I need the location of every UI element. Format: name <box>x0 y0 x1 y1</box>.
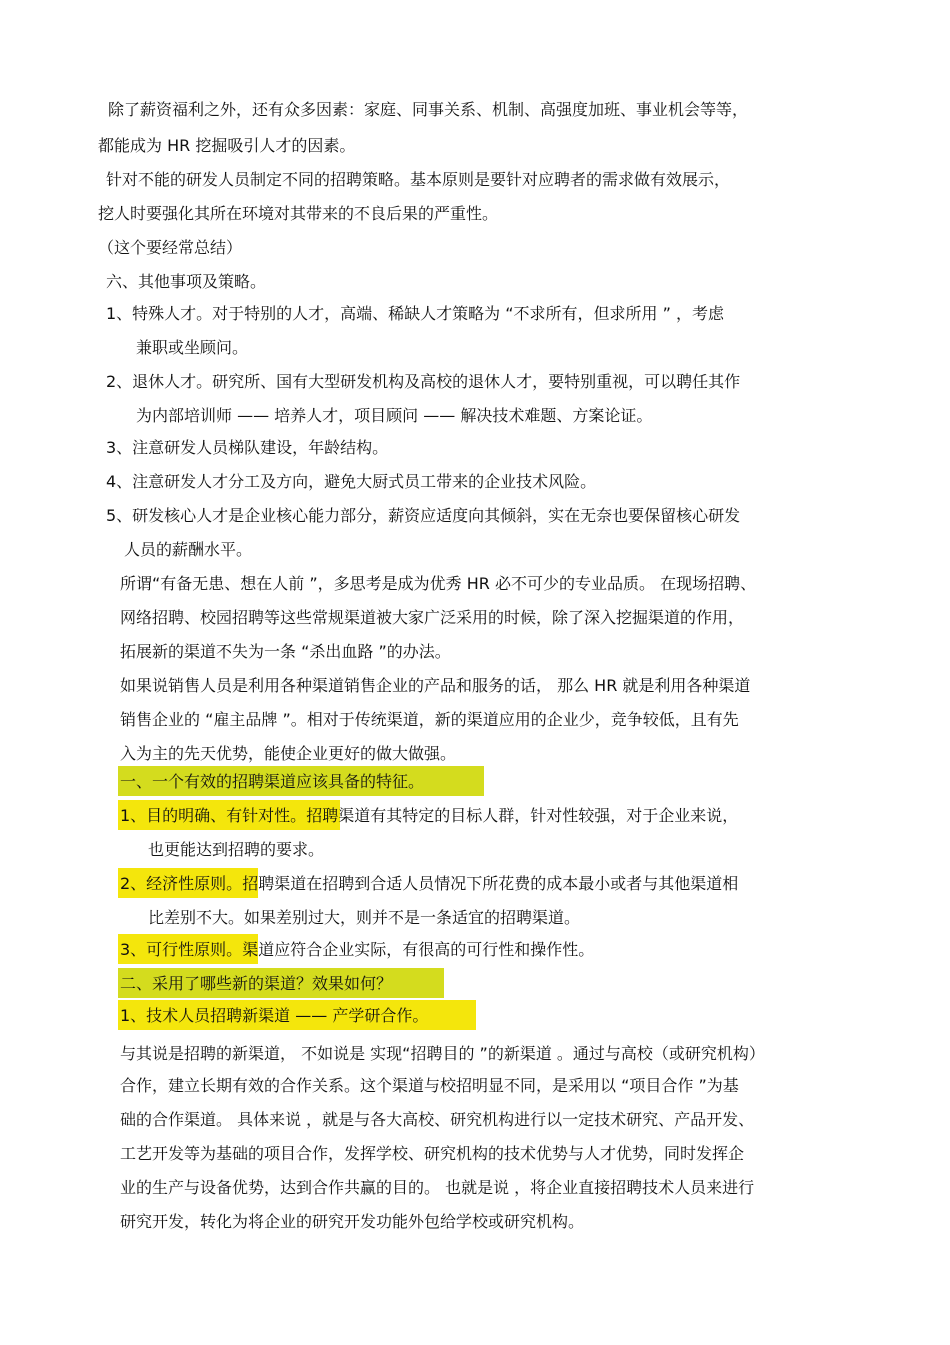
paragraph-line: 都能成为 HR 挖掘吸引人才的因素。 <box>98 136 356 155</box>
feature-line <box>120 872 738 896</box>
feature-text: 招聘渠道有其特定的目标人群，针对性较强，对于企业来说， <box>306 806 739 825</box>
feature-line <box>120 804 738 828</box>
paragraph-line: 研究开发，转化为将企业的研究开发功能外包给学校或研究机构。 <box>120 1212 585 1231</box>
feature-title: 2、经济性原则。 <box>120 874 243 893</box>
paragraph-line: 所谓“有备无患、想在人前 ”，多思考是成为优秀 HR 必不可少的专业品质。 在现场招聘、 <box>120 574 757 593</box>
list-item: 4、注意研发人才分工及方向，避免大厨式员工带来的企业技术风险。 <box>106 472 597 491</box>
paragraph-line: 挖人时要强化其所在环境对其带来的不良后果的严重性。 <box>98 204 499 223</box>
feature-text: 招聘渠道在招聘到合适人员情况下所花费的成本最小或者与其他渠道相 <box>242 874 739 893</box>
paragraph-line: 如果说销售人员是利用各种渠道销售企业的产品和服务的话， 那么 HR 就是利用各种渠道 <box>120 676 751 695</box>
paragraph-line: 与其说是招聘的新渠道， 不如说是 实现“招聘目的 ”的新渠道 。通过与高校（或研究机构） <box>120 1044 765 1063</box>
list-item: 3、注意研发人员梯队建设，年龄结构。 <box>106 438 389 457</box>
paragraph-line: 入为主的先天优势，能使企业更好的做大做强。 <box>120 744 457 763</box>
feature-title: 3、可行性原则。 <box>120 940 243 959</box>
section-heading: 六、其他事项及策略。 <box>106 272 267 291</box>
list-item-continuation: 兼职或坐顾问。 <box>136 338 249 357</box>
paragraph-line: 础的合作渠道。 具体来说 ，就是与各大高校、研究机构进行以一定技术研究、产品开发、 <box>120 1110 755 1129</box>
list-item-continuation: 人员的薪酬水平。 <box>124 540 253 559</box>
highlighted-heading: 一、一个有效的招聘渠道应该具备的特征。 <box>120 772 425 791</box>
feature-text: 渠道应符合企业实际，有很高的可行性和操作性。 <box>242 940 595 959</box>
paragraph-line: 合作，建立长期有效的合作关系。这个渠道与校招明显不同，是采用以 “项目合作 ”为基 <box>120 1076 739 1095</box>
paragraph-line: 除了薪资福利之外，还有众多因素：家庭、同事关系、机制、高强度加班、事业机会等等， <box>108 100 749 119</box>
list-item-continuation: 为内部培训师 —— 培养人才，项目顾问 —— 解决技术难题、方案论证。 <box>136 406 653 425</box>
feature-title: 1、目的明确、有针对性。 <box>120 806 307 825</box>
paragraph-line: 网络招聘、校园招聘等这些常规渠道被大家广泛采用的时候，除了深入挖掘渠道的作用， <box>120 608 745 627</box>
list-item: 1、特殊人才。对于特别的人才，高端、稀缺人才策略为 “不求所有，但求所用 ” ，考虑 <box>106 304 725 323</box>
feature-line <box>120 938 594 962</box>
paragraph-line: 拓展新的渠道不失为一条 “杀出血路 ”的办法。 <box>120 642 451 661</box>
paragraph-line: 业的生产与设备优势，达到合作共赢的目的。 也就是说 ，将企业直接招聘技术人员来进行 <box>120 1178 755 1197</box>
list-item: 2、退休人才。研究所、国有大型研发机构及高校的退休人才，要特别重视，可以聘任其作 <box>106 372 741 391</box>
paragraph-line: 销售企业的 “雇主品牌 ”。相对于传统渠道，新的渠道应用的企业少，竞争较低，且有先 <box>120 710 739 729</box>
highlighted-heading: 二、采用了哪些新的渠道？效果如何？ <box>120 974 393 993</box>
feature-continuation: 比差别不大。如果差别过大，则并不是一条适宜的招聘渠道。 <box>148 908 581 927</box>
feature-continuation: 也更能达到招聘的要求。 <box>148 840 325 859</box>
paragraph-line: 工艺开发等为基础的项目合作，发挥学校、研究机构的技术优势与人才优势，同时发挥企 <box>120 1144 745 1163</box>
paragraph-line: （这个要经常总结） <box>98 238 243 257</box>
highlighted-subheading: 1、技术人员招聘新渠道 —— 产学研合作。 <box>120 1006 429 1025</box>
paragraph-line: 针对不能的研发人员制定不同的招聘策略。基本原则是要针对应聘者的需求做有效展示， <box>106 170 731 189</box>
list-item: 5、研发核心人才是企业核心能力部分，薪资应适度向其倾斜，实在无奈也要保留核心研发 <box>106 506 741 525</box>
